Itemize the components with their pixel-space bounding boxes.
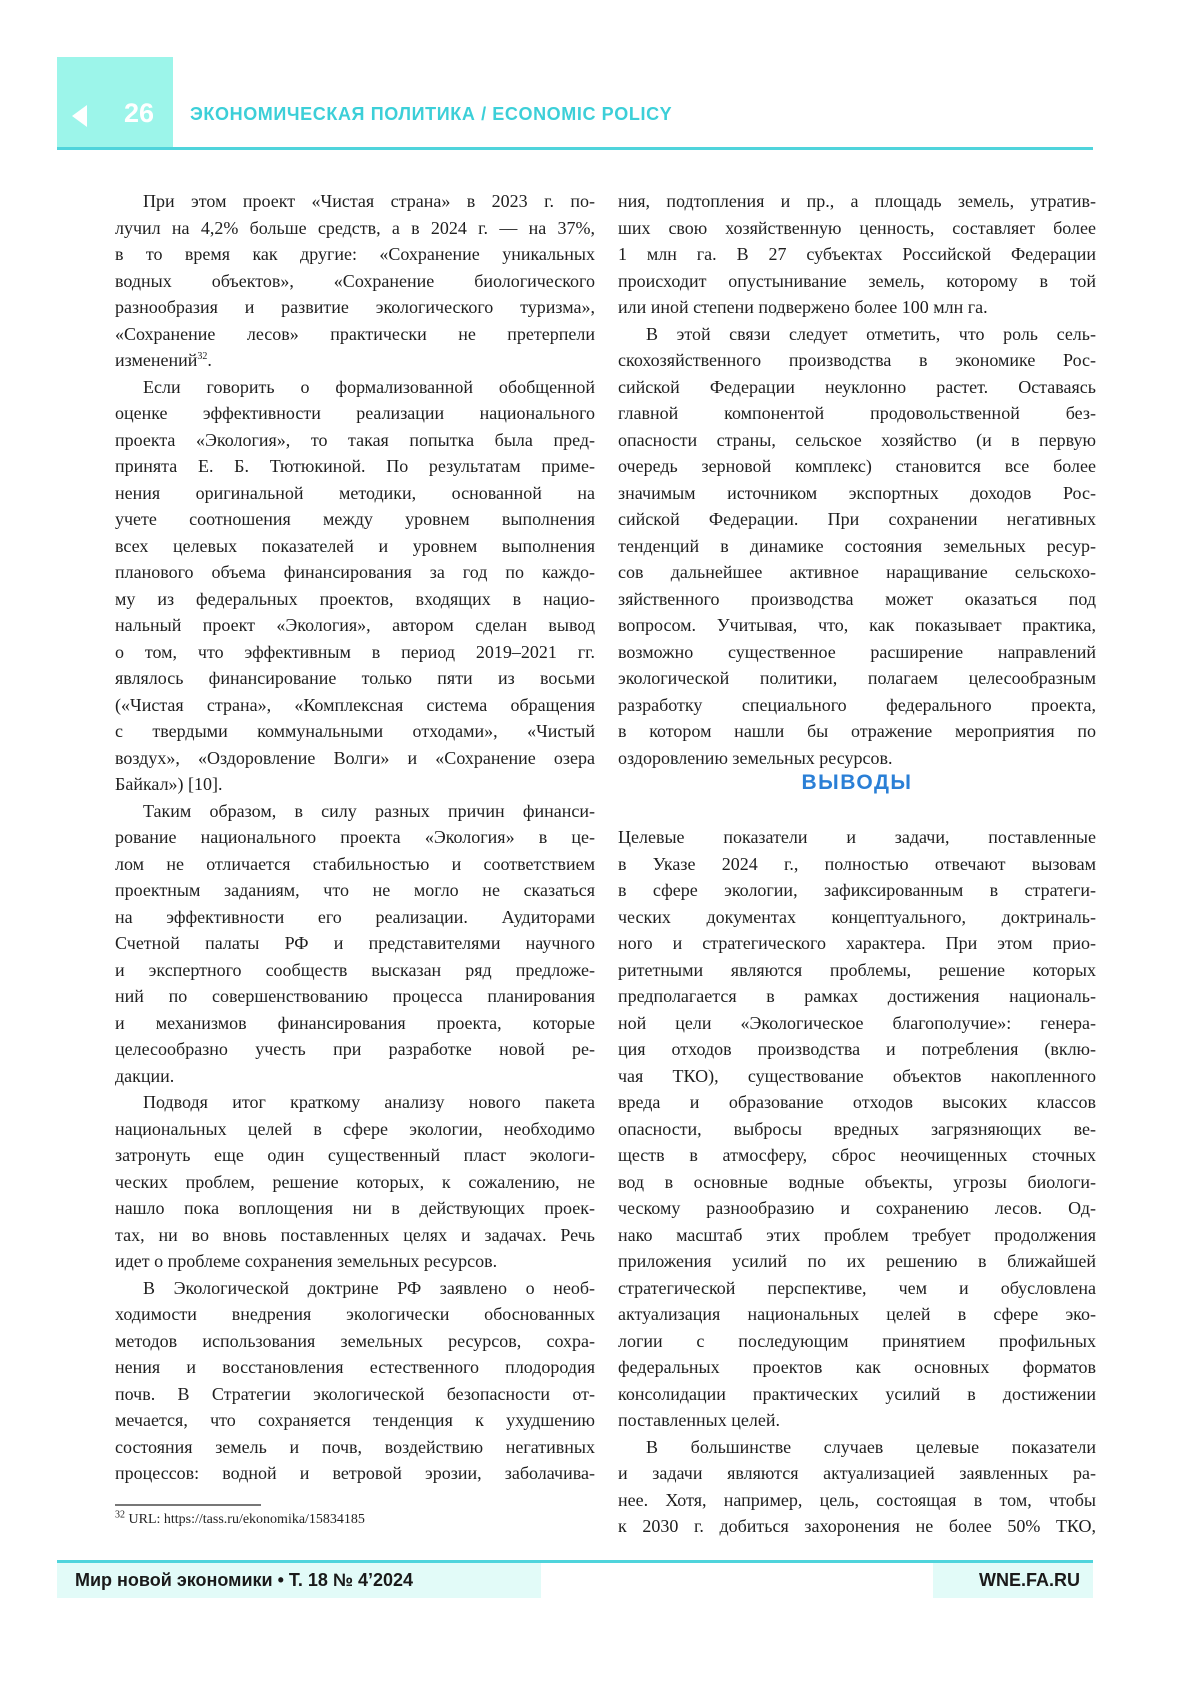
text-line-content: тенденций в динамике состояния земельных ресур- bbox=[618, 536, 1096, 556]
text-line-content: или иной степени подвержено более 100 млн га. bbox=[618, 297, 988, 317]
text-line bbox=[618, 374, 1096, 401]
text-line bbox=[115, 294, 595, 321]
text-line bbox=[115, 559, 595, 586]
text-line-content: лом не отличается стабильностью и соответствием bbox=[115, 854, 595, 874]
text-line-content: воздух», «Оздоровление Волги» и «Сохранение озера bbox=[115, 748, 595, 768]
text-line-content: актуализация национальных целей в сфере эко- bbox=[618, 1304, 1096, 1324]
text-line-content: скохозяйственного производства в экономике Рос- bbox=[618, 350, 1096, 370]
text-line bbox=[115, 1169, 595, 1196]
text-line-content: оздоровлению земельных ресурсов. bbox=[618, 748, 892, 768]
text-line bbox=[115, 1434, 595, 1461]
text-line bbox=[115, 665, 595, 692]
text-line bbox=[115, 1010, 595, 1037]
text-line-content: поставленных целей. bbox=[618, 1410, 780, 1430]
text-line-content: тах, ни во вновь поставленных целях и задачах. Речь bbox=[115, 1225, 595, 1245]
text-line bbox=[618, 1275, 1096, 1302]
text-line bbox=[115, 1116, 595, 1143]
text-line bbox=[115, 1354, 595, 1381]
text-line bbox=[115, 639, 595, 666]
text-line-content: Подводя итог краткому анализу нового пакета bbox=[143, 1092, 595, 1112]
text-line bbox=[618, 1195, 1096, 1222]
text-line-content: ной цели «Экологическое благополучие»: генера- bbox=[618, 1013, 1096, 1033]
text-line-content: вопросом. Учитывая, что, как показывает практика, bbox=[618, 615, 1096, 635]
text-line-content: мечается, что сохраняется тенденция к ухудшению bbox=[115, 1410, 595, 1430]
text-line bbox=[618, 851, 1096, 878]
text-line bbox=[115, 1328, 595, 1355]
text-line-content: нее. Хотя, например, цель, состоящая в том, чтобы bbox=[618, 1490, 1096, 1510]
text-line-content: идет о проблеме сохранения земельных ресурсов. bbox=[115, 1251, 497, 1271]
text-line-content: ритетными являются проблемы, решение которых bbox=[618, 960, 1096, 980]
text-line bbox=[115, 851, 595, 878]
text-line bbox=[115, 374, 595, 401]
text-line bbox=[115, 957, 595, 984]
text-line-content: целесообразно учесть при разработке новой ре- bbox=[115, 1039, 595, 1059]
left-column bbox=[115, 188, 595, 1487]
text-line bbox=[618, 1010, 1096, 1037]
text-line bbox=[618, 1089, 1096, 1116]
text-line bbox=[618, 1169, 1096, 1196]
text-line bbox=[618, 665, 1096, 692]
text-line bbox=[618, 877, 1096, 904]
text-line-content: В этой связи следует отметить, что роль сель- bbox=[646, 324, 1096, 344]
text-line-content: почв. В Стратегии экологической безопасности от- bbox=[115, 1384, 595, 1404]
text-line-content: Счетной палаты РФ и представителями научного bbox=[115, 933, 595, 953]
text-line bbox=[618, 586, 1096, 613]
text-line bbox=[115, 241, 595, 268]
text-line bbox=[115, 453, 595, 480]
footnote-number: 32 bbox=[115, 1509, 125, 1520]
text-line bbox=[618, 1222, 1096, 1249]
text-line bbox=[618, 453, 1096, 480]
footnote-text: URL: https://tass.ru/ekonomika/15834185 bbox=[129, 1512, 365, 1527]
section-title: ЭКОНОМИЧЕСКАЯ ПОЛИТИКА / ECONOMIC POLICY bbox=[190, 104, 672, 125]
text-line-content: Если говорить о формализованной обобщенной bbox=[143, 377, 595, 397]
text-line-content: ния, подтопления и пр., а площадь земель, утратив- bbox=[618, 191, 1096, 211]
text-line-content: являлось финансирование только пяти из восьми bbox=[115, 668, 595, 688]
text-line bbox=[115, 506, 595, 533]
text-line bbox=[618, 612, 1096, 639]
text-line-content: главной компонентой продовольственной без- bbox=[618, 403, 1096, 423]
text-line-content: принята Е. Б. Тютюкиной. По результатам приме- bbox=[115, 456, 595, 476]
text-line-content: ческих документах концептуального, доктриналь- bbox=[618, 907, 1096, 927]
text-line-content: к 2030 г. добиться захоронения не более 50% ТКО, bbox=[618, 1516, 1096, 1536]
text-line bbox=[115, 930, 595, 957]
text-line-content: федеральных проектов как основных форматов bbox=[618, 1357, 1096, 1377]
text-line-content: планового объема финансирования за год по каждо- bbox=[115, 562, 595, 582]
text-line-content: ших свою хозяйственную ценность, составляет более bbox=[618, 218, 1096, 238]
text-line bbox=[618, 1434, 1096, 1461]
text-line bbox=[115, 877, 595, 904]
text-line bbox=[618, 1063, 1096, 1090]
text-line-content: Байкал») [10]. bbox=[115, 774, 223, 794]
text-line-content: ция отходов производства и потребления (вклю- bbox=[618, 1039, 1096, 1059]
text-line bbox=[618, 983, 1096, 1010]
text-line-content: разработку специального федерального проекта, bbox=[618, 695, 1096, 715]
page-number-tab bbox=[57, 57, 173, 149]
header-divider bbox=[57, 147, 1093, 150]
text-line bbox=[115, 268, 595, 295]
text-line-content: в котором нашли бы отражение мероприятия по bbox=[618, 721, 1096, 741]
text-line bbox=[618, 1487, 1096, 1514]
text-line bbox=[618, 241, 1096, 268]
text-line-content: предполагается в рамках достижения националь- bbox=[618, 986, 1096, 1006]
text-line-content: методов использования земельных ресурсов, сохра- bbox=[115, 1331, 595, 1351]
text-line-content: на эффективности его реализации. Аудиторами bbox=[115, 907, 595, 927]
text-line bbox=[618, 1381, 1096, 1408]
text-line-content: логии с последующим принятием профильных bbox=[618, 1331, 1096, 1351]
text-line-content: с твердыми коммунальными отходами», «Чистый bbox=[115, 721, 595, 741]
text-line bbox=[115, 904, 595, 931]
text-line-content: процессов: водной и ветровой эрозии, заболачива- bbox=[115, 1463, 595, 1483]
text-line bbox=[618, 692, 1096, 719]
text-line-content: о том, что эффективным в период 2019–2021 гг. bbox=[115, 642, 595, 662]
text-line-content: му из федеральных проектов, входящих в нацио- bbox=[115, 589, 595, 609]
text-line bbox=[115, 745, 595, 772]
text-line-content: возможно существенное расширение направлений bbox=[618, 642, 1096, 662]
text-line-content: очередь зерновой комплекс) становится все более bbox=[618, 456, 1096, 476]
text-line-content: «Сохранение лесов» практически не претерпели bbox=[115, 324, 595, 344]
text-line bbox=[618, 1460, 1096, 1487]
text-line bbox=[618, 533, 1096, 560]
text-line bbox=[115, 480, 595, 507]
text-line-content: ходимости внедрения экологически обоснованных bbox=[115, 1304, 595, 1324]
text-line bbox=[618, 1328, 1096, 1355]
text-line bbox=[115, 692, 595, 719]
text-line bbox=[115, 1195, 595, 1222]
text-line-content: нако масштаб этих проблем требует продолжения bbox=[618, 1225, 1096, 1245]
text-line bbox=[618, 1407, 1096, 1434]
text-line-content: вреда и образование отходов высоких классов bbox=[618, 1092, 1096, 1112]
text-line-content: ческому разнообразию и сохранению лесов. Од- bbox=[618, 1198, 1096, 1218]
text-line bbox=[618, 321, 1096, 348]
text-line-content: В Экологической доктрине РФ заявлено о необ- bbox=[143, 1278, 595, 1298]
text-line-content: происходит опустынивание земель, которому в той bbox=[618, 271, 1096, 291]
text-line bbox=[618, 1513, 1096, 1540]
footnote-ref: 32 bbox=[197, 351, 207, 362]
text-line bbox=[618, 718, 1096, 745]
text-line-content: водных объектов», «Сохранение биологического bbox=[115, 271, 595, 291]
text-line bbox=[115, 400, 595, 427]
text-line bbox=[115, 1381, 595, 1408]
text-line bbox=[618, 1354, 1096, 1381]
text-line-content: всех целевых показателей и уровнем выполнения bbox=[115, 536, 595, 556]
text-line bbox=[115, 824, 595, 851]
right-column bbox=[618, 188, 1096, 1540]
text-line bbox=[618, 294, 1096, 321]
text-line-content: сийской Федерации неуклонно растет. Оставаясь bbox=[618, 377, 1096, 397]
text-line-content: сийской Федерации. При сохранении негативных bbox=[618, 509, 1096, 529]
text-line bbox=[115, 586, 595, 613]
text-line-content: («Чистая страна», «Комплексная система обращения bbox=[115, 695, 595, 715]
text-line bbox=[115, 1142, 595, 1169]
text-line bbox=[115, 1275, 595, 1302]
text-line-content: оценке эффективности реализации национального bbox=[115, 403, 595, 423]
text-line-content: нальный проект «Экология», автором сделан вывод bbox=[115, 615, 595, 635]
text-line-content: нения оригинальной методики, основанной на bbox=[115, 483, 595, 503]
text-line bbox=[115, 215, 595, 242]
text-line bbox=[618, 188, 1096, 215]
text-line bbox=[618, 427, 1096, 454]
page-number: 26 bbox=[124, 98, 154, 129]
text-line: изменений32. bbox=[115, 347, 595, 374]
text-line-content: приложения усилий по их решению в ближайшей bbox=[618, 1251, 1096, 1271]
text-line-content: вод в основные водные объекты, угрозы биологи- bbox=[618, 1172, 1096, 1192]
text-line-content: учете соотношения между уровнем выполнения bbox=[115, 509, 595, 529]
text-line bbox=[618, 506, 1096, 533]
text-line-content: состояния земель и почв, воздействию негативных bbox=[115, 1437, 595, 1457]
text-line bbox=[618, 1248, 1096, 1275]
section-heading: ВЫВОДЫ bbox=[618, 771, 1096, 824]
text-line bbox=[115, 1222, 595, 1249]
text-line bbox=[115, 718, 595, 745]
text-line-content: нения и восстановления естественного плодородия bbox=[115, 1357, 595, 1377]
text-line bbox=[618, 1116, 1096, 1143]
text-line bbox=[115, 1089, 595, 1116]
footnote-divider bbox=[115, 1504, 261, 1506]
text-line bbox=[115, 321, 595, 348]
text-line-content: разнообразия и развитие экологического туризма», bbox=[115, 297, 595, 317]
text-line bbox=[618, 957, 1096, 984]
footnote bbox=[115, 1512, 365, 1528]
text-line bbox=[115, 771, 595, 798]
text-line-content: значимым источником экспортных доходов Рос- bbox=[618, 483, 1096, 503]
triangle-left-icon bbox=[72, 105, 87, 127]
text-line bbox=[115, 533, 595, 560]
text-line bbox=[115, 1301, 595, 1328]
text-line bbox=[618, 745, 1096, 772]
text-line-content: нашло пока воплощения ни в действующих проек- bbox=[115, 1198, 595, 1218]
text-line-content: При этом проект «Чистая страна» в 2023 г. по- bbox=[143, 191, 595, 211]
text-line bbox=[115, 1460, 595, 1487]
text-line-content: сов дальнейшее активное наращивание сельскохо- bbox=[618, 562, 1096, 582]
text-line bbox=[618, 215, 1096, 242]
text-line bbox=[115, 612, 595, 639]
text-line bbox=[618, 1142, 1096, 1169]
text-line bbox=[115, 798, 595, 825]
text-line-content: дакции. bbox=[115, 1066, 174, 1086]
text-line bbox=[115, 188, 595, 215]
text-line-content: чая ТКО), существование объектов накопленного bbox=[618, 1066, 1096, 1086]
text-line-content: проекта «Экология», то такая попытка была пред- bbox=[115, 430, 595, 450]
text-line-content: опасности, выбросы вредных загрязняющих ве- bbox=[618, 1119, 1096, 1139]
text-line-content: стратегической перспективе, чем и обусловлена bbox=[618, 1278, 1096, 1298]
text-line bbox=[618, 559, 1096, 586]
text-line-content: экологической политики, полагаем целесообразным bbox=[618, 668, 1096, 688]
text-line-content: лучил на 4,2% больше средств, а в 2024 г. — на 37%, bbox=[115, 218, 595, 238]
text-line bbox=[618, 480, 1096, 507]
text-line-content: зяйственного производства может оказаться под bbox=[618, 589, 1096, 609]
text-line bbox=[115, 983, 595, 1010]
text-line bbox=[618, 930, 1096, 957]
text-line-content: и задачи являются актуализацией заявленных ра- bbox=[618, 1463, 1096, 1483]
text-line-content: затронуть еще один существенный пласт экологи- bbox=[115, 1145, 595, 1165]
text-line-content: ческих проблем, решение которых, к сожалению, не bbox=[115, 1172, 595, 1192]
text-line bbox=[618, 1301, 1096, 1328]
text-line-content: опасности страны, сельское хозяйство (и в первую bbox=[618, 430, 1096, 450]
text-line-content: национальных целей в сфере экологии, необходимо bbox=[115, 1119, 595, 1139]
text-line-content: изменений bbox=[115, 350, 197, 370]
text-line-content: в сфере экологии, зафиксированным в стратеги- bbox=[618, 880, 1096, 900]
text-line bbox=[618, 824, 1096, 851]
text-line bbox=[115, 1036, 595, 1063]
text-line-content: 1 млн га. В 27 субъектах Российской Федерации bbox=[618, 244, 1096, 264]
text-line-content: ний по совершенствованию процесса планирования bbox=[115, 986, 595, 1006]
text-line-content: консолидации практических усилий в достижении bbox=[618, 1384, 1096, 1404]
text-line-content: Таким образом, в силу разных причин финанси- bbox=[143, 801, 595, 821]
text-line bbox=[618, 1036, 1096, 1063]
text-line-content: В большинстве случаев целевые показатели bbox=[646, 1437, 1096, 1457]
text-line bbox=[115, 1248, 595, 1275]
text-line bbox=[618, 904, 1096, 931]
text-line bbox=[115, 1407, 595, 1434]
text-line-content: и механизмов финансирования проекта, которые bbox=[115, 1013, 595, 1033]
text-line-content: ного и стратегического характера. При этом прио- bbox=[618, 933, 1096, 953]
text-line bbox=[618, 347, 1096, 374]
journal-site: WNE.FA.RU bbox=[979, 1570, 1080, 1591]
text-line bbox=[115, 1063, 595, 1090]
text-line-content: и экспертного сообществ высказан ряд предложе- bbox=[115, 960, 595, 980]
text-line-content: в то время как другие: «Сохранение уникальных bbox=[115, 244, 595, 264]
text-line-content: Целевые показатели и задачи, поставленные bbox=[618, 827, 1096, 847]
journal-info: Мир новой экономики • Т. 18 № 4’2024 bbox=[75, 1570, 413, 1591]
text-line bbox=[618, 639, 1096, 666]
text-line bbox=[618, 268, 1096, 295]
text-line-content: ществ в атмосферу, сброс неочищенных сточных bbox=[618, 1145, 1096, 1165]
text-line bbox=[115, 427, 595, 454]
text-line-content: рование национального проекта «Экология» в це- bbox=[115, 827, 595, 847]
text-line-content: проектным заданиям, что не могло не сказаться bbox=[115, 880, 595, 900]
text-line-content: в Указе 2024 г., полностью отвечают вызовам bbox=[618, 854, 1096, 874]
text-line bbox=[618, 400, 1096, 427]
